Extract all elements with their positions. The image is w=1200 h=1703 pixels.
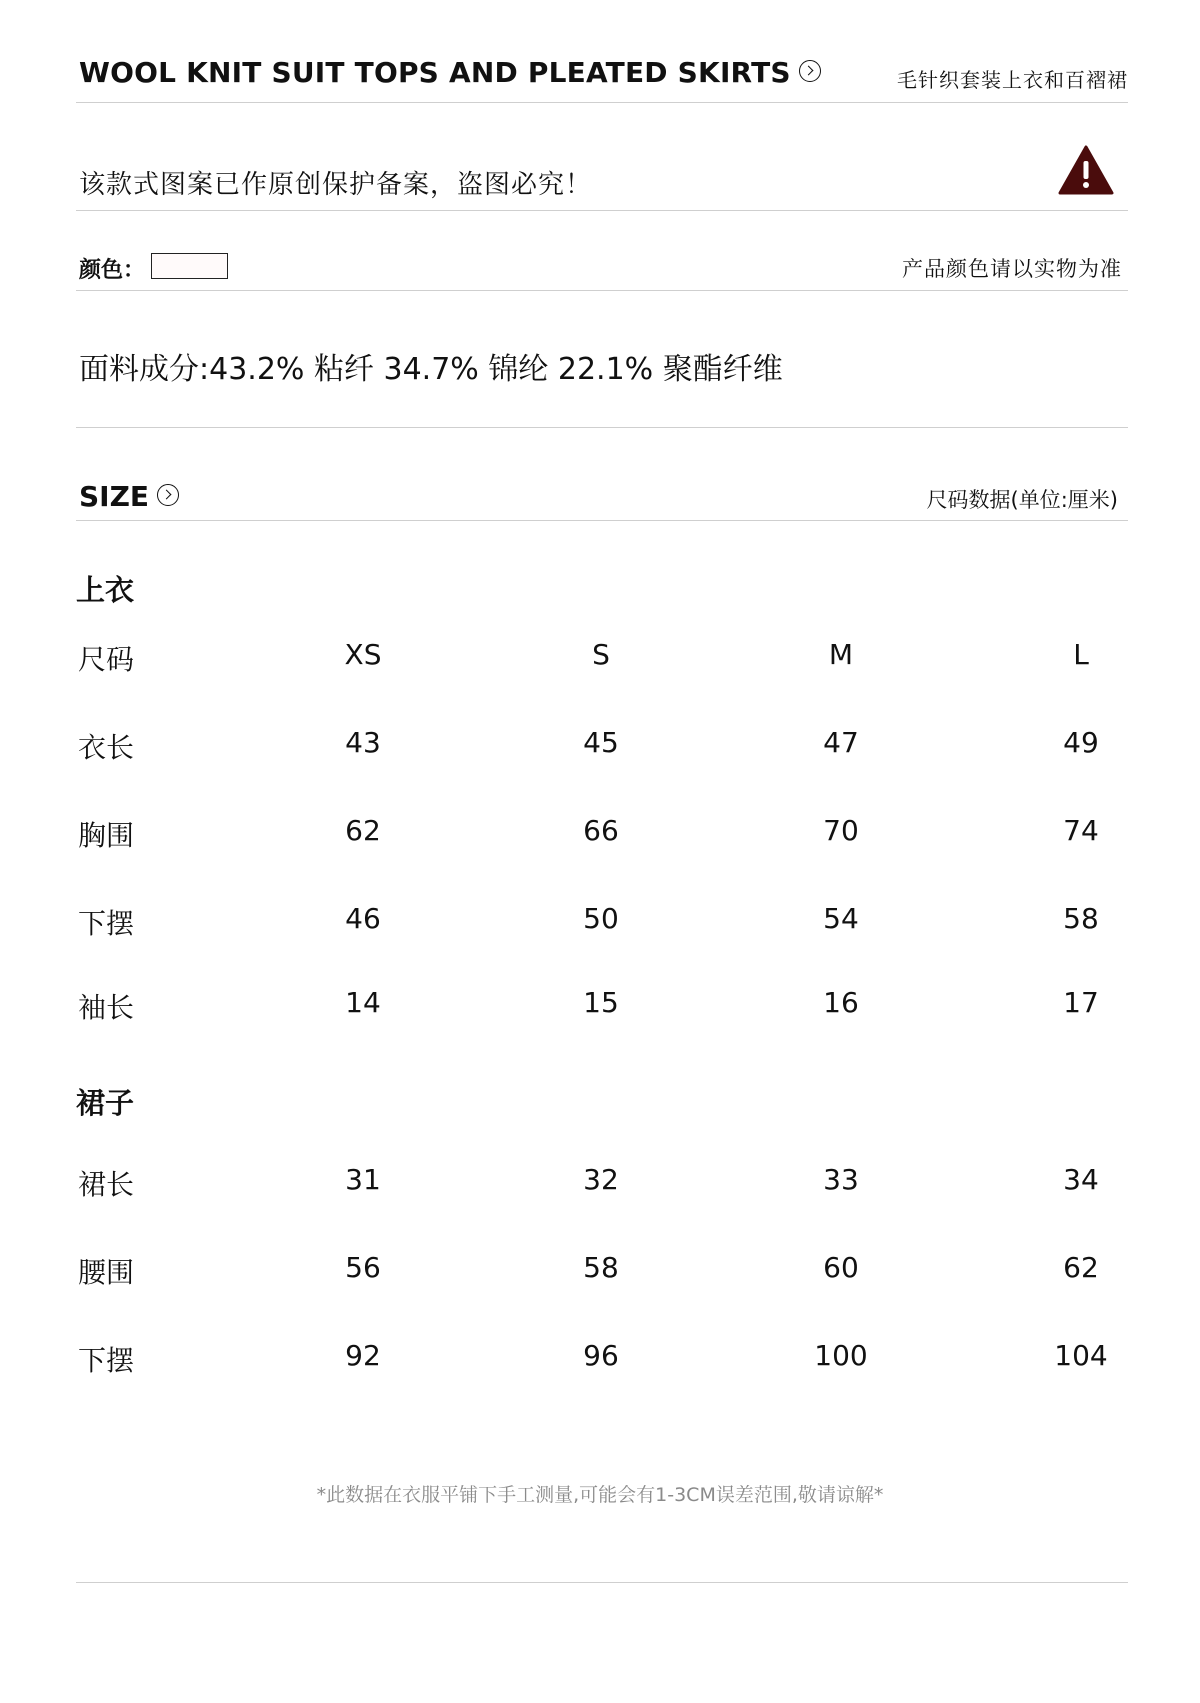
measurement-footnote: *此数据在衣服平铺下手工测量,可能会有1-3CM误差范围,敬请谅解* [316,1484,884,1506]
warning-icon [1058,145,1114,195]
table-row-label: 袖长 [78,991,135,1024]
table-cell: 33 [823,1163,859,1196]
table-row-label: 下摆 [78,907,135,940]
table-cell: 16 [823,986,859,1019]
page-title [79,56,821,89]
table-cell: 62 [345,814,381,847]
table-row-label: 胸围 [78,819,135,852]
size-title [79,480,179,513]
table-cell: 46 [345,902,381,935]
chevron-right-circle-icon [799,60,821,82]
table-cell: 15 [583,986,619,1019]
copyright-notice: 该款式图案已作原创保护备案，盗图必究！ [79,170,593,200]
table-cell: 56 [345,1251,381,1284]
table-cell: 49 [1063,726,1099,759]
fabric-composition: 面料成分:43.2% 粘纤 34.7% 锦纶 22.1% 聚酯纤维 [79,352,783,387]
size-l-header: L [1073,638,1089,671]
divider [76,290,1128,291]
title-text: WOOL KNIT SUIT TOPS AND PLEATED SKIRTS [79,56,791,89]
table-cell: 17 [1063,986,1099,1019]
table-cell: 100 [814,1339,868,1372]
table-cell: 34 [1063,1163,1099,1196]
table-cell: 58 [1063,902,1099,935]
table-cell: 96 [583,1339,619,1372]
table-cell: 58 [583,1251,619,1284]
color-note: 产品颜色请以实物为准 [902,257,1122,281]
table-cell: 62 [1063,1251,1099,1284]
table-cell: 31 [345,1163,381,1196]
table-cell: 14 [345,986,381,1019]
divider [76,1582,1128,1583]
divider [76,210,1128,211]
size-unit-note: 尺码数据(单位:厘米) [926,488,1118,512]
size-xs-header: XS [344,638,382,671]
divider [76,520,1128,521]
skirt-heading: 裙子 [76,1086,135,1120]
table-cell: 45 [583,726,619,759]
color-swatch [151,253,228,279]
table-cell: 74 [1063,814,1099,847]
table-cell: 92 [345,1339,381,1372]
chevron-right-circle-icon [157,484,179,506]
color-label: 颜色： [79,258,146,283]
divider [76,427,1128,428]
table-cell: 66 [583,814,619,847]
size-header-label: 尺码 [78,643,135,676]
table-row-label: 衣长 [78,731,135,764]
table-cell: 70 [823,814,859,847]
table-row-label: 裙长 [78,1168,135,1201]
chinese-subtitle: 毛针织套装上衣和百褶裙 [897,68,1128,92]
table-cell: 43 [345,726,381,759]
table-cell: 32 [583,1163,619,1196]
tops-heading: 上衣 [76,573,135,607]
table-cell: 47 [823,726,859,759]
size-title-text: SIZE [79,480,150,513]
table-cell: 54 [823,902,859,935]
divider [76,102,1128,103]
table-cell: 50 [583,902,619,935]
table-cell: 60 [823,1251,859,1284]
size-m-header: M [828,638,854,671]
table-cell: 104 [1054,1339,1108,1372]
size-s-header: S [592,638,610,671]
table-row-label: 下摆 [78,1344,135,1377]
table-row-label: 腰围 [78,1256,135,1289]
